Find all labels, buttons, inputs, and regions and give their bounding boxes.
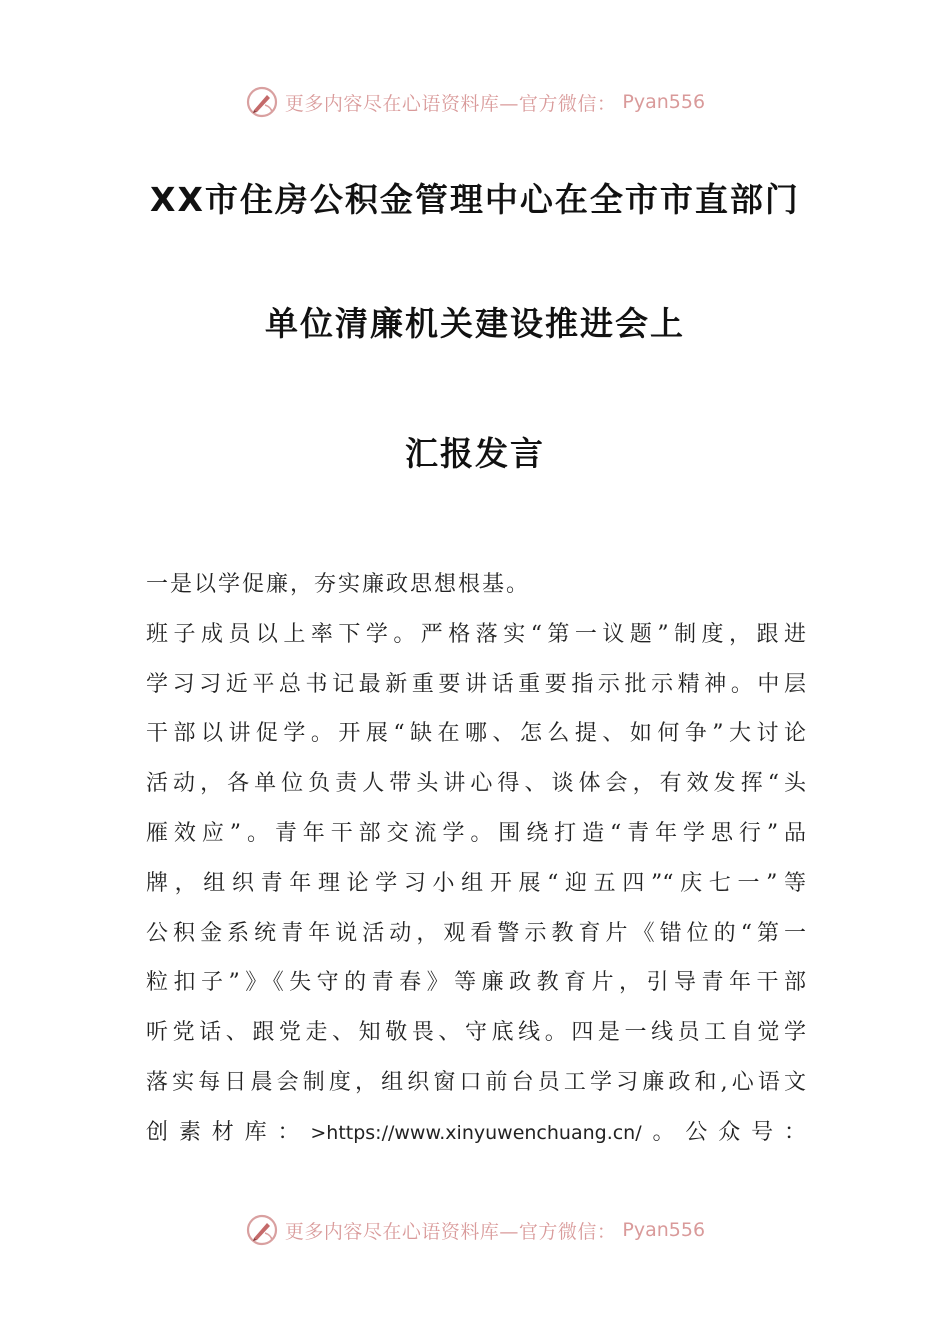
- body-line: 牌，组织青年理论学习小组开展“迎五四”“庆七一”等: [146, 870, 806, 896]
- pen-logo-icon: [245, 1213, 279, 1247]
- source-url-link[interactable]: >https://www.xinyuwenchuang.cn/: [310, 1121, 642, 1144]
- body-line: 学习习近平总书记最新重要讲话重要指示批示精神。中层: [146, 671, 806, 697]
- body-line: 活动，各单位负责人带头讲心得、谈体会，有效发挥“头: [146, 771, 806, 797]
- body-line: 雁效应”。青年干部交流学。围绕打造“青年学思行”品: [146, 820, 806, 846]
- section-heading: 一是以学促廉，夯实廉政思想根基。: [146, 572, 531, 597]
- body-line: 粒扣子”》《失守的青春》等廉政教育片，引导青年干部: [146, 970, 806, 996]
- footer-watermark: [0, 1208, 950, 1252]
- last-line-suffix: 。公众号：: [641, 1119, 806, 1145]
- last-line-prefix: 创素材库：: [146, 1119, 311, 1145]
- document-body: [146, 560, 806, 1159]
- body-line-last: [146, 1108, 806, 1159]
- body-line: 听党话、跟党走、知敬畏、守底线。四是一线员工自觉学: [146, 1020, 806, 1046]
- pen-logo-icon: [245, 85, 279, 119]
- body-line: 干部以讲促学。开展“缺在哪、怎么提、如何争”大讨论: [146, 721, 806, 747]
- watermark-text: 更多内容尽在心语资料库—官方微信：: [284, 1220, 617, 1243]
- header-watermark: [0, 80, 950, 124]
- body-line: 班子成员以上率下学。严格落实“第一议题”制度，跟进: [146, 621, 806, 647]
- document-title-line-2: 单位清廉机关建设推进会上: [265, 304, 685, 343]
- document-title-line-3: 汇报发言: [405, 434, 545, 473]
- watermark-wechat-id: Pyan556: [622, 91, 706, 113]
- body-line: 落实每日晨会制度，组织窗口前台员工学习廉政和,心语文: [146, 1069, 806, 1095]
- watermark-wechat-id: Pyan556: [622, 1219, 706, 1241]
- body-line: 公积金系统青年说活动，观看警示教育片《错位的“第一: [146, 920, 806, 946]
- document-title-line-1: XX市住房公积金管理中心在全市市直部门: [150, 180, 800, 219]
- watermark-text: 更多内容尽在心语资料库—官方微信：: [284, 92, 617, 115]
